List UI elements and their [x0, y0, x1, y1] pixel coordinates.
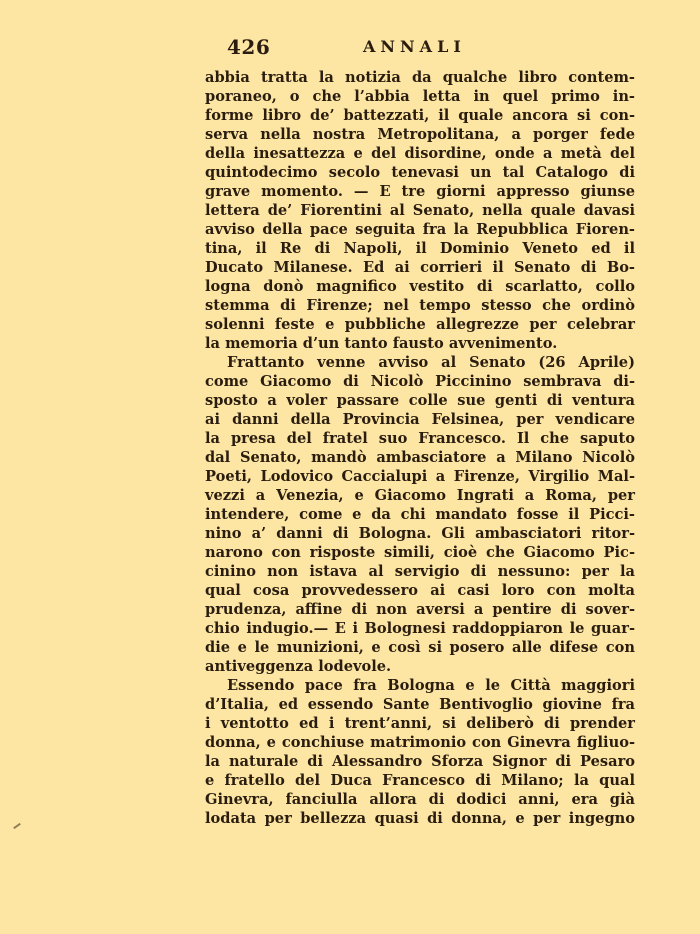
text-line: i ventotto ed i trent’anni, si deliberò di prender — [205, 715, 635, 732]
paragraph-1 — [205, 68, 635, 353]
text-line: sposto a voler passare colle sue genti di ventura — [205, 392, 635, 409]
text-line: la naturale di Alessandro Sforza Signor di Pesaro — [205, 753, 635, 770]
text-line: abbia tratta la notizia da qualche libro contem- — [205, 69, 635, 86]
paragraph-2 — [205, 353, 635, 676]
text-line: e fratello del Duca Francesco di Milano; la qual — [205, 772, 635, 789]
text-line: della inesattezza e del disordine, onde a metà del — [205, 145, 635, 162]
text-line: Essendo pace fra Bologna e le Città maggiori — [227, 677, 635, 694]
text-line: poraneo, o che l’abbia letta in quel primo in- — [205, 88, 635, 105]
page-header — [205, 30, 635, 60]
text-line: logna donò magnifico vestito di scarlatto, collo — [205, 278, 635, 295]
text-line: nino a’ danni di Bologna. Gli ambasciatori ritor- — [205, 525, 635, 542]
text-line: stemma di Firenze; nel tempo stesso che ordinò — [205, 297, 635, 314]
page-number: 426 — [227, 35, 271, 59]
text-line: narono con risposte simili, cioè che Giacomo Pic- — [205, 544, 635, 561]
text-line: la memoria d’un tanto fausto avvenimento. — [205, 335, 558, 352]
text-line: d’Italia, ed essendo Sante Bentivoglio giovine fra — [205, 696, 635, 713]
text-line: lodata per bellezza quasi di donna, e per ingegno — [205, 810, 635, 827]
text-line: cinino non istava al servigio di nessuno: per la — [205, 563, 635, 580]
text-line: die e le munizioni, e così si posero alle difese con — [205, 639, 635, 656]
text-line: intendere, come e da chi mandato fosse il Picci- — [205, 506, 635, 523]
text-line: Ducato Milanese. Ed ai corrieri il Senato di Bo- — [205, 259, 635, 276]
paragraph-3 — [205, 676, 635, 828]
text-line: tina, il Re di Napoli, il Dominio Veneto ed il — [205, 240, 635, 257]
text-line: ai danni della Provincia Felsinea, per vendicare — [205, 411, 635, 428]
text-line: Frattanto venne avviso al Senato (26 Aprile) — [227, 354, 635, 371]
text-line: lettera de’ Fiorentini al Senato, nella quale davasi — [205, 202, 635, 219]
running-title: ANNALI — [363, 37, 466, 56]
text-line: Poeti, Lodovico Caccialupi a Firenze, Virgilio Mal- — [205, 468, 635, 485]
text-line: la presa del fratel suo Francesco. Il che saputo — [205, 430, 635, 447]
text-line: solenni feste e pubbliche allegrezze per celebrar — [205, 316, 635, 333]
text-line: donna, e conchiuse matrimonio con Ginevra figliuo- — [205, 734, 635, 751]
text-line: avviso della pace seguita fra la Repubblica Fioren- — [205, 221, 635, 238]
text-line: grave momento. — E tre giorni appresso giunse — [205, 183, 635, 200]
text-line: prudenza, affine di non aversi a pentire di sover- — [205, 601, 635, 618]
text-line: forme libro de’ battezzati, il quale ancora si con- — [205, 107, 635, 124]
ink-mark — [13, 823, 21, 829]
body-text — [205, 68, 635, 828]
text-line: Ginevra, fanciulla allora di dodici anni, era già — [205, 791, 635, 808]
text-line: serva nella nostra Metropolitana, a porger fede — [205, 126, 635, 143]
text-line: chio indugio.— E i Bolognesi raddoppiaron le guar- — [205, 620, 635, 637]
text-line: quintodecimo secolo tenevasi un tal Catalogo di — [205, 164, 635, 181]
text-line: come Giacomo di Nicolò Piccinino sembrava di- — [205, 373, 635, 390]
text-line: vezzi a Venezia, e Giacomo Ingrati a Roma, per — [205, 487, 635, 504]
text-line: antiveggenza lodevole. — [205, 658, 392, 675]
text-line: dal Senato, mandò ambasciatore a Milano Nicolò — [205, 449, 635, 466]
text-line: qual cosa provvedessero ai casi loro con molta — [205, 582, 635, 599]
